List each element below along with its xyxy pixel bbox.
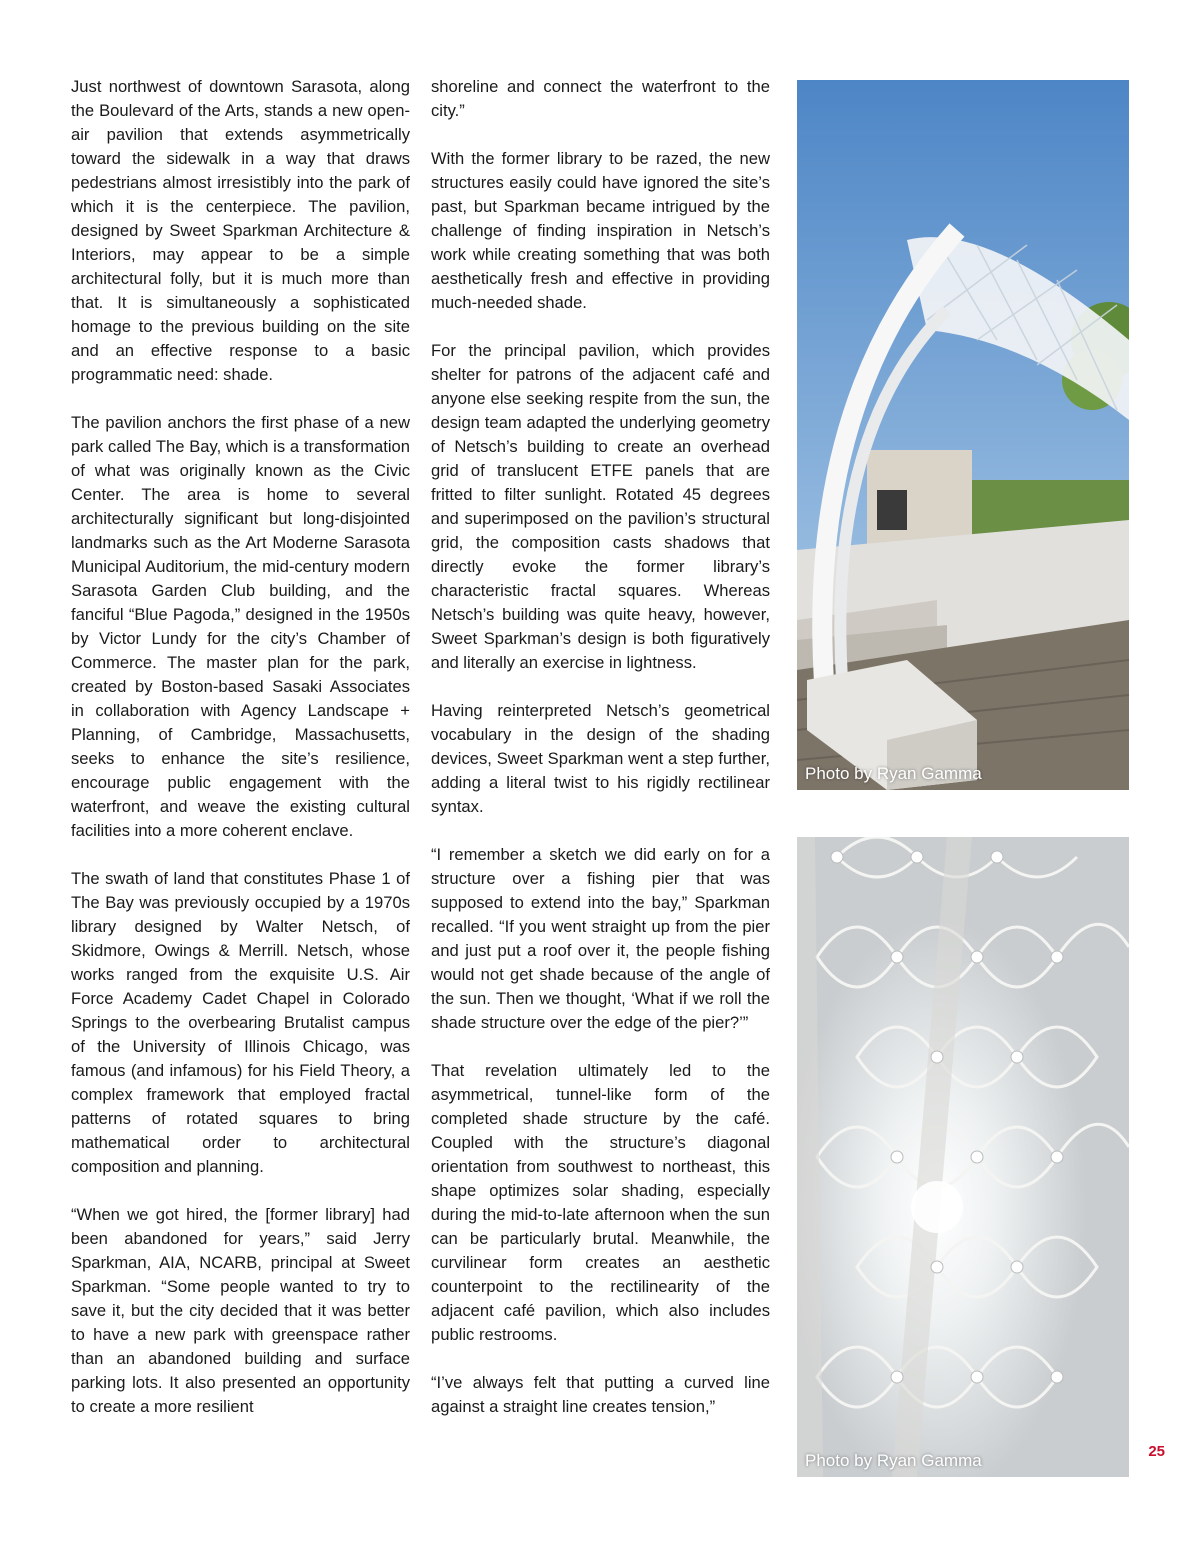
paragraph: With the former library to be razed, the new structures easily could have ignored the site’s past, but Sparkman became intrigued by the challenge of finding inspiration in Netsch’s work while creating something that was both aesthetically fresh and effective in providing much-needed shade. — [431, 149, 770, 312]
paragraph: The pavilion anchors the first phase of a new park called The Bay, which is a transformation of what was originally known as the Civic Center. The area is home to several architecturally significant but long-disjointed landmarks such as the Art Moderne Sarasota Municipal Auditorium, the mid-century modern Sarasota Garden Club building, and the fanciful “Blue Pagoda,” designed in the 1950s by Victor Lundy for the city’s Chamber of Commerce. The master plan for the park, created by Boston-based Sasaki Associates in collaboration with Agency Landscape + Planning, of Cambridge, Massachusetts, seeks to enhance the site’s resilience, encourage public engagement with the waterfront, and weave the existing cultural facilities into a more coherent enclave. — [71, 413, 410, 840]
article-column-2 — [431, 75, 770, 1443]
paragraph: Just northwest of downtown Sarasota, along the Boulevard of the Arts, stands a new open-air pavilion that extends asymmetrically toward the sidewalk in a way that draws pedestrians almost irresistibly into the park of which it is the centerpiece. The pavilion, designed by Sweet Sparkman Architecture & Interiors, may appear to be a simple architectural folly, but it is much more than that. It is simultaneously a sophisticated homage to the previous building on the site and an effective response to a basic programmatic need: shade. — [71, 77, 410, 384]
paragraph: “I remember a sketch we did early on for a structure over a fishing pier that was supposed to extend into the bay,” Sparkman recalled. “If you went straight up from the pier and just put a roof over it, the people fishing would not get shade because of the angle of the sun. Then we thought, ‘What if we roll the shade structure over the edge of the pier?’” — [431, 845, 770, 1032]
paragraph: The swath of land that constitutes Phase 1 of The Bay was previously occupied by a 1970s library designed by Walter Netsch, of Skidmore, Owings & Merrill. Netsch, whose works ranged from the exquisite U.S. Air Force Academy Cadet Chapel in Colorado Springs to the overbearing Brutalist campus of the University of Illinois Chicago, was famous (and infamous) for his Field Theory, a complex framework that employed fractal patterns of rotated squares to bring mathematical order to architectural composition and planning. — [71, 869, 410, 1176]
photo-credit: Photo by Ryan Gamma — [805, 764, 982, 783]
photo-credit: Photo by Ryan Gamma — [805, 1451, 982, 1470]
pavilion-photo-illustration — [797, 80, 1129, 790]
paragraph: That revelation ultimately led to the asymmetrical, tunnel-like form of the completed shade structure by the café. Coupled with the structure’s diagonal orientation from southwest to northeast, this shape optimizes solar shading, especially during the mid-to-late afternoon when the sun can be particularly brutal. Meanwhile, the curvilinear form creates an aesthetic counterpoint to the rectilinearity of the adjacent café pavilion, which also includes public restrooms. — [431, 1061, 770, 1344]
page-number: 25 — [1148, 1443, 1165, 1460]
paragraph: Having reinterpreted Netsch’s geometrical vocabulary in the design of the shading devices, Sweet Sparkman went a step further, adding a literal twist to his rigidly rectilinear syntax. — [431, 701, 770, 816]
canopy-detail-illustration — [797, 837, 1129, 1477]
paragraph: “When we got hired, the [former library] had been abandoned for years,” said Jerry Sparkman, AIA, NCARB, principal at Sweet Sparkman. “Some people wanted to try to save it, but the city decided that it was better to have a new park with greenspace rather than an abandoned building and surface parking lots. It also presented an opportunity to create a more resilient — [71, 1205, 410, 1416]
paragraph: “I’ve always felt that putting a curved line against a straight line creates tension,” — [431, 1373, 770, 1416]
paragraph: shoreline and connect the waterfront to the city.” — [431, 77, 770, 120]
article-column-1 — [71, 75, 410, 1443]
pavilion-photo — [797, 80, 1129, 790]
canopy-detail-photo — [797, 837, 1129, 1477]
paragraph: For the principal pavilion, which provides shelter for patrons of the adjacent café and anyone else seeking respite from the sun, the design team adapted the underlying geometry of Netsch’s building to create an overhead grid of translucent ETFE panels that are fritted to filter sunlight. Rotated 45 degrees and superimposed on the pavilion’s structural grid, the composition casts shadows that directly evoke the former library’s characteristic fractal squares. Whereas Netsch’s building was quite heavy, however, Sweet Sparkman’s design is both figuratively and literally an exercise in lightness. — [431, 341, 770, 672]
